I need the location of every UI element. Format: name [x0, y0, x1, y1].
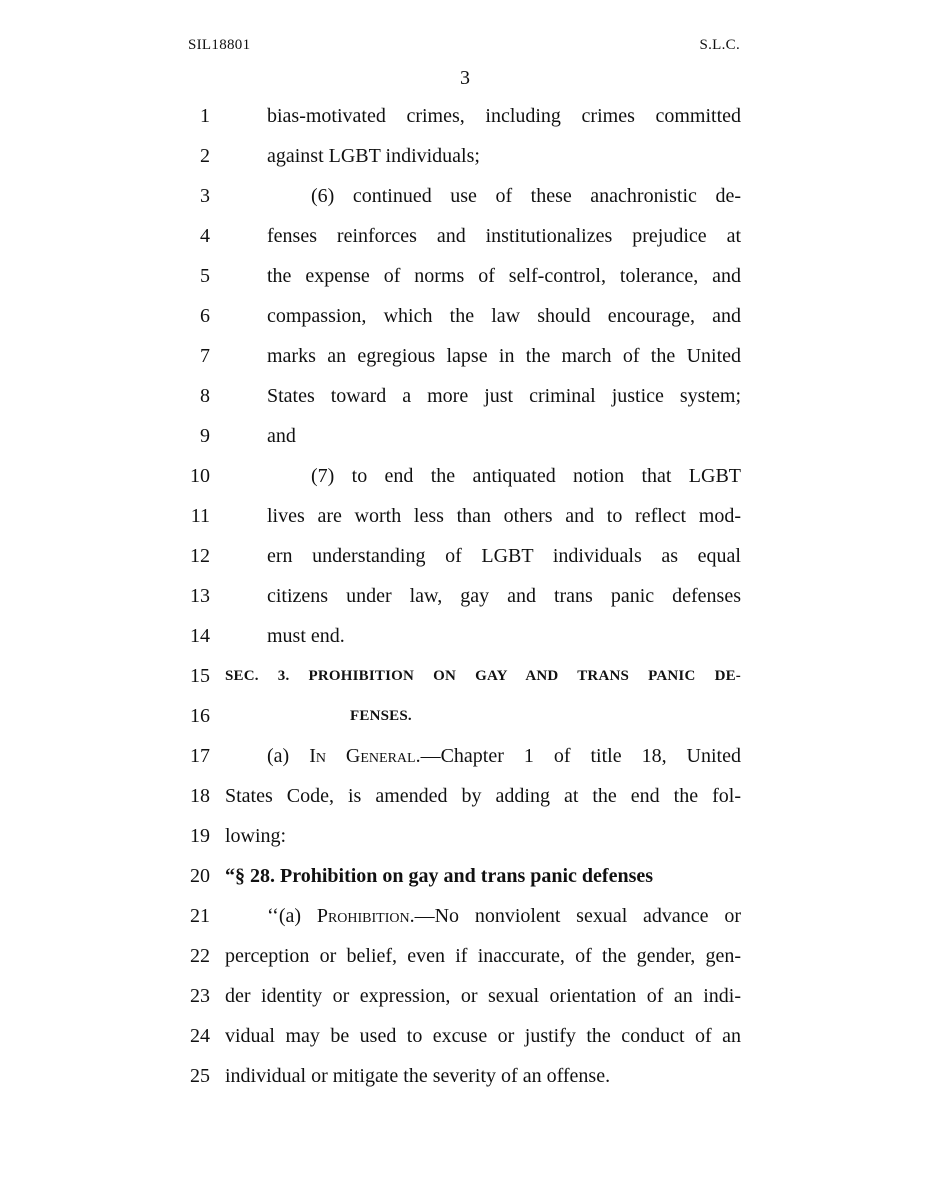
text-line: [0, 181, 930, 211]
section-heading-continued: FENSES.: [350, 708, 412, 724]
line-text: ern understanding of LGBT individuals as equal: [267, 545, 741, 567]
line-text: against LGBT individuals;: [267, 145, 480, 167]
line-number: 5: [200, 265, 210, 287]
line-number: 11: [190, 505, 210, 527]
section-heading: SEC. 3. PROHIBITION ON GAY AND TRANS PANIC DE-: [225, 668, 741, 684]
line-number: 23: [190, 985, 210, 1007]
line-text: bias-motivated crimes, including crimes committed: [267, 105, 741, 127]
text-line: [0, 341, 930, 371]
line-number: 20: [190, 865, 210, 887]
line-number: 8: [200, 385, 210, 407]
document-id: SIL18801: [188, 37, 251, 53]
line-text: lives are worth less than others and to reflect mod-: [267, 505, 741, 527]
text-line: [0, 581, 930, 611]
line-text: must end.: [267, 625, 345, 647]
line-text: lowing:: [225, 825, 287, 847]
line-text: States Code, is amended by adding at the end the fol-: [225, 785, 741, 807]
line-number: 25: [190, 1065, 210, 1087]
subsection-heading: Prohibition: [316, 905, 410, 927]
line-number: 7: [200, 345, 210, 367]
line-number: 3: [200, 185, 210, 207]
text-line: [0, 541, 930, 571]
text-line: [0, 261, 930, 291]
line-text: vidual may be used to excuse or justify the conduct of an: [225, 1025, 741, 1047]
line-text: [267, 741, 741, 771]
subsection-label: (a): [267, 745, 310, 767]
line-number: 18: [190, 785, 210, 807]
text-line: [0, 461, 930, 491]
office-code: S.L.C.: [699, 37, 740, 53]
line-number: 9: [200, 425, 210, 447]
text-line: [0, 941, 930, 971]
text-line: [0, 821, 930, 851]
line-number: 19: [190, 825, 210, 847]
text-line: [0, 421, 930, 451]
subsection-heading: In General: [309, 745, 416, 767]
line-number: 16: [190, 705, 210, 727]
section-title-line: [0, 861, 930, 891]
text-line: [0, 1061, 930, 1091]
line-text: perception or belief, even if inaccurate, of the gender, gen-: [225, 945, 741, 967]
line-number: 21: [190, 905, 210, 927]
line-number: 1: [200, 105, 210, 127]
text-line: [0, 501, 930, 531]
section-heading-line: [0, 701, 930, 731]
text-line: [0, 101, 930, 131]
line-text: and: [267, 425, 296, 447]
line-text: der identity or expression, or sexual orientation of an indi-: [225, 985, 741, 1007]
text-line: [0, 741, 930, 771]
line-number: 4: [200, 225, 210, 247]
line-number: 22: [190, 945, 210, 967]
subsection-label: ‘‘(a): [267, 905, 317, 927]
page-number: 3: [460, 67, 470, 89]
line-number: 10: [190, 465, 210, 487]
section-heading-line: [0, 661, 930, 691]
line-number: 24: [190, 1025, 210, 1047]
text-line: [0, 621, 930, 651]
line-number: 14: [190, 625, 210, 647]
line-number: 17: [190, 745, 210, 767]
line-number: 2: [200, 145, 210, 167]
line-text: compassion, which the law should encourage, and: [267, 305, 741, 327]
line-text: (6) continued use of these anachronistic de-: [311, 185, 741, 207]
text-line: [0, 981, 930, 1011]
line-text: individual or mitigate the severity of an offense.: [225, 1065, 611, 1087]
line-text: citizens under law, gay and trans panic defenses: [267, 585, 741, 607]
text-line: [0, 301, 930, 331]
text-line: [0, 381, 930, 411]
line-text: marks an egregious lapse in the march of the United: [267, 345, 741, 367]
text-line: [0, 1021, 930, 1051]
line-text: States toward a more just criminal justice system;: [267, 385, 741, 407]
text-line: [0, 901, 930, 931]
subsection-body: .—No nonviolent sexual advance or: [409, 905, 741, 927]
line-text: the expense of norms of self-control, tolerance, and: [267, 265, 741, 287]
subsection-body: .—Chapter 1 of title 18, United: [415, 745, 741, 767]
line-number: 12: [190, 545, 210, 567]
line-text: fenses reinforces and institutionalizes prejudice at: [267, 225, 741, 247]
line-number: 15: [190, 665, 210, 687]
line-number: 6: [200, 305, 210, 327]
text-line: [0, 141, 930, 171]
text-line: [0, 781, 930, 811]
section-28-title: “§ 28. Prohibition on gay and trans panic defenses: [225, 865, 654, 887]
line-text: (7) to end the antiquated notion that LGBT: [311, 465, 741, 487]
text-line: [0, 221, 930, 251]
line-number: 13: [190, 585, 210, 607]
line-text: [267, 901, 741, 931]
